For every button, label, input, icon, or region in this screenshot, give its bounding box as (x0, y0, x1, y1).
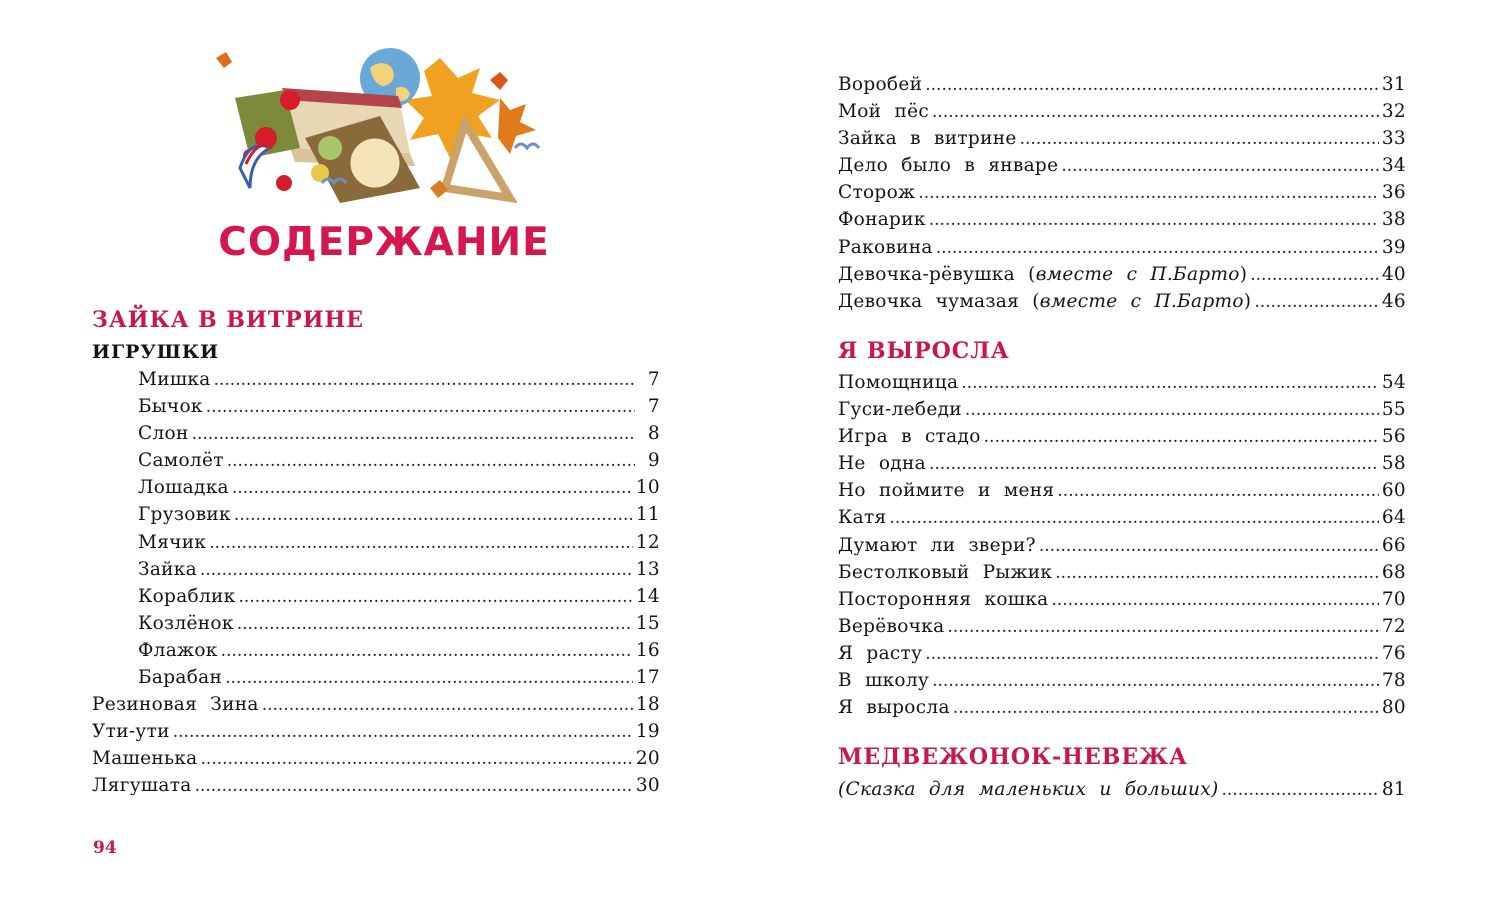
toc-entry-title (838, 667, 929, 694)
toc-entry-page-number: 13 (635, 558, 660, 580)
toc-entry[interactable] (838, 261, 1406, 288)
toc-entry-title-text: Я расту (838, 642, 923, 664)
toc-entry-page-number: 18 (635, 694, 660, 715)
toc-entry-page-number: 36 (1381, 182, 1406, 204)
toc-entry-page-number: 9 (647, 450, 660, 472)
toc-entry-title (838, 532, 1036, 559)
toc-entry[interactable] (138, 474, 660, 501)
toc-entry-title (838, 450, 926, 477)
toc-entry-page-number: 38 (1381, 209, 1406, 231)
toc-dot-leader (1061, 153, 1379, 180)
toc-entry-page-number: 64 (1381, 507, 1406, 529)
toc-entry-title-text: Лошадка (138, 477, 229, 499)
toc-entry-title (138, 474, 229, 501)
toc-entry[interactable] (138, 664, 660, 691)
page-number: 94 (93, 838, 117, 858)
toc-dot-leader (961, 370, 1379, 397)
toc-entry-title (838, 206, 926, 233)
toc-entry[interactable] (138, 393, 660, 420)
toc-dot-leader (936, 235, 1379, 262)
toc-list-medvezhonok (838, 776, 1406, 803)
toc-entry[interactable] (138, 501, 660, 528)
toc-entry-title-text: Я выросла (838, 697, 950, 719)
toc-entry-note: вместе с П.Барто (1039, 290, 1244, 312)
toc-entry-title (138, 529, 206, 556)
toc-dot-leader (239, 584, 633, 611)
toc-entry-page-number: 70 (1381, 588, 1406, 610)
toc-entry-title-suffix: ) (1239, 263, 1248, 285)
toc-dot-leader (965, 397, 1379, 424)
toc-dot-leader (173, 719, 633, 746)
toc-entry[interactable] (838, 477, 1406, 504)
toc-entry-title (838, 71, 922, 98)
toc-entry-title-text: Мишка (138, 369, 211, 390)
toc-entry[interactable] (838, 694, 1406, 721)
toc-entry-page-number: 78 (1381, 670, 1406, 692)
toc-entry-title-text: Барабан (138, 667, 223, 689)
toc-entry-title-text: Девочка чумазая ( (838, 290, 1040, 312)
toc-entry-title (838, 776, 1219, 803)
toc-entry-page-number: 34 (1381, 155, 1406, 177)
toc-entry-title (838, 504, 886, 531)
toc-dot-leader (237, 611, 633, 638)
toc-entry-page-number: 20 (635, 748, 660, 770)
toc-list-continued (838, 71, 1406, 315)
toc-dot-leader (932, 99, 1379, 126)
toc-entry-title-text: Помощница (838, 372, 959, 393)
toc-entry-page-number: 10 (635, 477, 660, 499)
toc-entry-title (92, 691, 259, 718)
toc-dot-leader (1254, 289, 1379, 316)
toc-entry-page-number: 16 (635, 639, 660, 661)
toc-entry-note: (Сказка для маленьких и больших) (838, 779, 1219, 800)
book-illustration (210, 38, 550, 208)
toc-entry-title (838, 125, 1017, 152)
toc-entry[interactable] (138, 420, 660, 447)
toc-entry-title (838, 288, 1251, 315)
toc-entry[interactable] (838, 71, 1406, 98)
toc-entry-page-number: 15 (635, 612, 660, 634)
toc-entry-page-number: 58 (1381, 453, 1406, 475)
toc-entry-title-text: Гуси-лебеди (838, 399, 962, 421)
toc-entry-title (838, 477, 1054, 504)
toc-entry-title-suffix: ) (1243, 290, 1252, 312)
toc-entry[interactable] (838, 179, 1406, 206)
toc-entry-title-text: Лягушата (92, 775, 192, 797)
toc-entry-page-number: 68 (1381, 561, 1406, 583)
toc-dot-leader (232, 475, 633, 502)
toc-entry[interactable] (838, 640, 1406, 667)
toc-entry-title-text: Но поймите и меня (838, 480, 1055, 502)
toc-dot-leader (209, 530, 633, 557)
toc-entry-title-text: Бестолковый Рыжик (838, 561, 1053, 583)
toc-entry-title-text: Зайка (138, 558, 197, 580)
toc-entry[interactable] (838, 504, 1406, 531)
toc-entry-title-text: Машенька (92, 748, 198, 770)
toc-dot-leader (984, 424, 1379, 451)
toc-entry-page-number: 33 (1381, 128, 1406, 150)
toc-entry[interactable] (838, 423, 1406, 450)
toc-entry-page-number: 46 (1381, 290, 1406, 312)
toc-entry-title-text: Воробей (838, 74, 923, 95)
toc-entry[interactable] (838, 288, 1406, 315)
toc-entry-title-text: Бычок (138, 396, 203, 418)
toc-entry-title-text: Дело было в январе (838, 155, 1059, 177)
toc-dot-leader (889, 505, 1378, 532)
toc-dot-leader (1051, 587, 1378, 614)
toc-entry[interactable] (838, 396, 1406, 423)
toc-entry-title-text: Думают ли звери? (838, 534, 1036, 556)
toc-entry-page-number: 19 (635, 721, 660, 743)
toc-dot-leader (200, 557, 633, 584)
toc-dot-leader (925, 641, 1379, 668)
toc-entry-title-text: Сторож (838, 182, 916, 204)
toc-entry[interactable] (92, 691, 660, 718)
toc-entry[interactable] (838, 613, 1406, 640)
toc-entry-page-number: 7 (647, 369, 660, 390)
toc-entry-title (92, 718, 170, 745)
toc-entry-title (838, 261, 1247, 288)
toc-entry[interactable] (92, 745, 660, 772)
toc-entry[interactable] (138, 610, 660, 637)
toc-entry-page-number: 30 (635, 775, 660, 797)
toc-entry-title (838, 559, 1052, 586)
toc-entry-page-number: 66 (1381, 534, 1406, 556)
toc-entry[interactable] (838, 776, 1406, 803)
toc-entry-title-text: Мой пёс (838, 101, 930, 123)
toc-entry-title (838, 234, 933, 261)
toc-entry-page-number: 80 (1381, 697, 1406, 719)
toc-dot-leader (214, 367, 635, 394)
toc-list-toys (138, 366, 660, 691)
toc-entry-title-text: Грузовик (138, 504, 231, 526)
toc-entry-page-number: 55 (1381, 399, 1406, 421)
toc-dot-leader (932, 668, 1379, 695)
toc-entry[interactable] (138, 583, 660, 610)
maple-leaf-icon (405, 58, 536, 158)
toc-entry-title (838, 98, 929, 125)
toc-entry-title-text: Зайка в витрине (838, 128, 1017, 150)
toc-entry-title (138, 583, 236, 610)
section-title-zaika-v-vitrine: ЗАЙКА В ВИТРИНЕ (92, 307, 365, 333)
toc-entry-page-number: 14 (635, 585, 660, 607)
toc-entry-page-number: 32 (1381, 101, 1406, 123)
toc-entry-title (138, 501, 231, 528)
section-title-ya-vyrosla: Я ВЫРОСЛА (838, 338, 1010, 364)
toc-entry-title-text: Флажок (138, 639, 218, 661)
toc-entry[interactable] (838, 125, 1406, 152)
toc-entry[interactable] (92, 718, 660, 745)
toc-list-left-other (92, 691, 660, 799)
toc-entry[interactable] (838, 667, 1406, 694)
toc-entry-title-text: Резиновая Зина (92, 694, 259, 715)
toc-entry-page-number: 81 (1381, 779, 1406, 800)
toc-entry[interactable] (838, 532, 1406, 559)
toc-entry-title-text: Самолёт (138, 450, 224, 472)
toc-entry-title (838, 152, 1058, 179)
toc-entry[interactable] (138, 447, 660, 474)
toc-entry-title-text: Игра в стадо (838, 426, 981, 448)
toc-entry[interactable] (838, 369, 1406, 396)
toc-entry-title (838, 640, 922, 667)
toc-entry-title-text: Фонарик (838, 209, 926, 231)
toc-entry-page-number: 12 (635, 531, 660, 553)
toc-dot-leader (925, 72, 1379, 99)
toc-entry-page-number: 56 (1381, 426, 1406, 448)
toc-entry-page-number: 8 (647, 423, 660, 445)
toc-entry-note: вместе с П.Барто (1035, 263, 1240, 285)
toc-dot-leader (1020, 126, 1379, 153)
toc-entry-title-text: Козлёнок (138, 612, 234, 634)
toc-dot-leader (1055, 560, 1379, 587)
toc-entry-page-number: 40 (1381, 263, 1406, 285)
toc-entry-title (138, 393, 203, 420)
toc-entry[interactable] (92, 772, 660, 799)
toc-entry-title (838, 369, 958, 396)
toc-entry[interactable] (838, 234, 1406, 261)
section-title-medvezhonok-nevezha: МЕДВЕЖОНОК-НЕВЕЖА (838, 744, 1188, 770)
toc-entry-title (138, 366, 211, 393)
contents-heading: СОДЕРЖАНИЕ (218, 220, 550, 265)
toc-dot-leader (262, 692, 633, 719)
toc-entry-title (138, 664, 222, 691)
toc-entry-title-text: Кораблик (138, 585, 236, 607)
toc-entry-title (138, 447, 224, 474)
toc-list-ya-vyrosla (838, 369, 1406, 721)
toc-entry-title-text: Девочка-рёвушка ( (838, 263, 1036, 285)
toc-entry-title (92, 745, 198, 772)
toc-entry-title (138, 556, 197, 583)
toc-dot-leader (201, 746, 633, 773)
toc-entry-title (838, 396, 962, 423)
toc-dot-leader (234, 502, 633, 529)
toc-entry[interactable] (838, 586, 1406, 613)
toc-entry-title-text: Верёвочка (838, 615, 945, 637)
toc-entry-page-number: 17 (635, 667, 660, 689)
toc-entry-title (138, 610, 234, 637)
toc-entry-title-text: Катя (838, 507, 887, 529)
toc-entry-page-number: 31 (1381, 74, 1406, 95)
toc-entry-title (92, 772, 192, 799)
toc-entry-title (138, 637, 218, 664)
toc-entry-title (838, 586, 1048, 613)
toc-entry-title (138, 420, 189, 447)
toc-entry-title-text: Мячик (138, 531, 207, 553)
toc-entry-page-number: 39 (1381, 236, 1406, 258)
toc-entry[interactable] (138, 366, 660, 393)
toc-dot-leader (1039, 533, 1379, 560)
toc-entry[interactable] (838, 152, 1406, 179)
toc-dot-leader (929, 451, 1379, 478)
toc-entry-title (838, 613, 944, 640)
toc-entry-title-text: Раковина (838, 236, 933, 258)
toc-entry[interactable] (838, 98, 1406, 125)
toc-dot-leader (929, 207, 1379, 234)
toc-dot-leader (1222, 777, 1379, 804)
toc-entry-page-number: 54 (1381, 372, 1406, 393)
toc-entry-page-number: 60 (1381, 480, 1406, 502)
toc-entry-page-number: 76 (1381, 642, 1406, 664)
toc-dot-leader (947, 614, 1378, 641)
toc-entry[interactable] (138, 637, 660, 664)
subsection-title-toys: ИГРУШКИ (92, 341, 220, 363)
toc-entry[interactable] (838, 206, 1406, 233)
toc-entry[interactable] (138, 556, 660, 583)
toc-dot-leader (206, 394, 635, 421)
toc-entry-title-text: Ути-ути (92, 721, 170, 743)
toc-dot-leader (1057, 478, 1378, 505)
toc-entry-title-text: Слон (138, 423, 189, 445)
toc-entry[interactable] (838, 450, 1406, 477)
toc-dot-leader (953, 695, 1379, 722)
toc-dot-leader (225, 665, 633, 692)
toc-entry-title-text: Посторонняя кошка (838, 588, 1049, 610)
toc-entry-page-number: 11 (635, 504, 660, 526)
toc-entry-title-text: В школу (838, 670, 930, 692)
toc-entry-title-text: Не одна (838, 453, 926, 475)
toc-entry-title (838, 423, 981, 450)
toc-entry-title (838, 694, 950, 721)
toc-dot-leader (192, 421, 635, 448)
toc-dot-leader (227, 448, 635, 475)
toc-entry-page-number: 72 (1381, 615, 1406, 637)
toc-dot-leader (195, 773, 633, 800)
toc-dot-leader (221, 638, 633, 665)
toc-dot-leader (1250, 262, 1379, 289)
toc-entry-page-number: 7 (647, 396, 660, 418)
toc-entry[interactable] (838, 559, 1406, 586)
toc-dot-leader (918, 180, 1379, 207)
toc-entry[interactable] (138, 529, 660, 556)
toc-entry-title (838, 179, 915, 206)
